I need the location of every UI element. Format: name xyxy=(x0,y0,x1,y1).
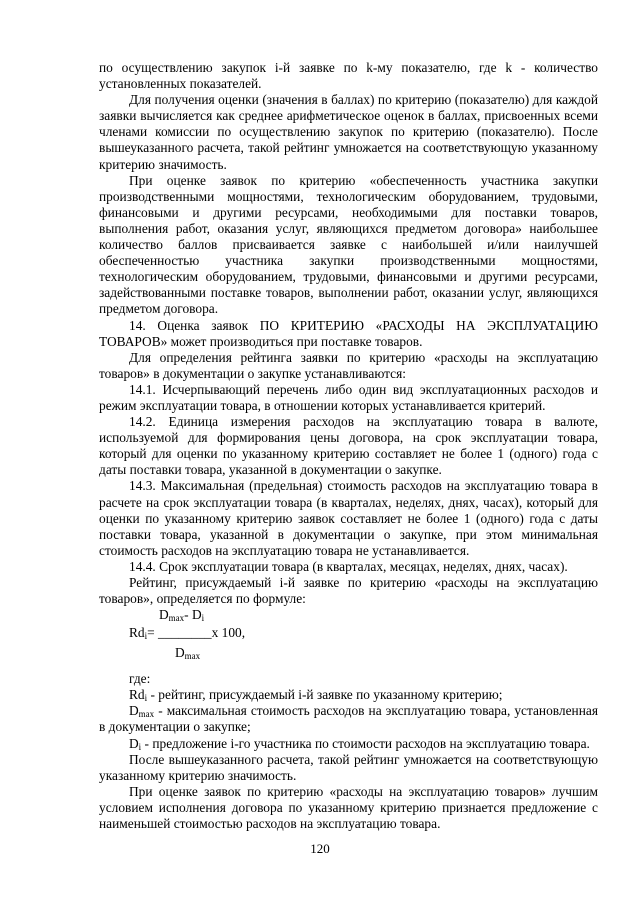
rating-formula xyxy=(99,607,598,671)
paragraph-section-14-heading: 14. Оценка заявок ПО КРИТЕРИЮ «РАСХОДЫ НА ЭКСПЛУАТАЦИЮ ТОВАРОВ» может производиться при поставке товаров. xyxy=(99,317,598,349)
paragraph-scoring-average: Для получения оценки (значения в баллах) по критерию (показателю) для каждой заявки вычисляется как среднее арифметическое оценок в баллах, присвоенных всеми членами комиссии по осуществлению закупок по критерию (показателю). После вышеуказанного расчета, такой рейтинг умножается на соответствующую указанному критерию значимость. xyxy=(99,92,598,172)
paragraph-14-4: 14.4. Срок эксплуатации товара (в кварталах, месяцах, неделях, днях, часах). xyxy=(129,558,568,574)
formula-denominator: $D_{max}$ xyxy=(175,645,201,662)
definition-dmax: $D_{max}$ - максимальная стоимость расходов на эксплуатацию товара, установленная в документации о закупке; xyxy=(99,703,598,735)
paragraph-multiply-significance: После вышеуказанного расчета, такой рейтинг умножается на соответствующую указанному критерию значимость. xyxy=(99,751,598,783)
paragraph-resources-criterion: При оценке заявок по критерию «обеспеченность участника закупки производственными мощностями, технологическим оборудованием, трудовыми, финансовыми и другими ресурсами, необходимыми для поставки товаров, выполнения работ, оказания услуг, являющихся предметом договора» наибольшее количество баллов присваивается заявке с наибольшей и/или наилучшей обеспеченностью участника закупки производственными мощностями, технологическим оборудованием, трудовыми, финансовыми и другими ресурсами, задействованными поставке товаров, выполнении работ, оказании услуг, являющихся предметом договора. xyxy=(99,172,598,317)
formula-lhs: $Rd_i=$ ________x 100, xyxy=(129,625,246,642)
page-body xyxy=(99,60,598,832)
definition-rd: $Rd_i$ - рейтинг, присуждаемый i-й заявке по указанному критерию; xyxy=(129,687,503,704)
paragraph-continuation: по осуществлению закупок i-й заявке по k-му показателю, где k - количество установленных показателей. xyxy=(99,60,598,92)
paragraph-formula-intro: Рейтинг, присуждаемый i-й заявке по критерию «расходы на эксплуатацию товаров», определяется по формуле: xyxy=(99,575,598,607)
paragraph-14-3: 14.3. Максимальная (предельная) стоимость расходов на эксплуатацию товара в расчете на срок эксплуатации товара (в кварталах, неделях, днях, часах), который для оценки по указанному критерию заявок составляет не более 1 (одного) года с даты поставки товара, указанной в документации о закупке, при этом минимальная стоимость расходов на эксплуатацию товара не устанавливается. xyxy=(99,478,598,558)
paragraph-best-condition: При оценке заявок по критерию «расходы на эксплуатацию товаров» лучшим условием исполнения договора по указанному критерию признается предложение с наименьшей стоимостью расходов на эксплуатацию товара. xyxy=(99,783,598,832)
paragraph-rating-determination: Для определения рейтинга заявки по критерию «расходы на эксплуатацию товаров» в документации о закупке устанавливаются: xyxy=(99,349,598,381)
paragraph-14-2: 14.2. Единица измерения расходов на эксплуатацию товара в валюте, используемой для формирования цены договора, на срок эксплуатации товара, который для оценки по указанному критерию составляет не более 1 (одного) года с даты поставки товара, указанной в документации о закупке. xyxy=(99,414,598,478)
definition-di: $D_i$ - предложение i-го участника по стоимости расходов на эксплуатацию товара. xyxy=(129,735,590,752)
page-number: 120 xyxy=(310,841,330,856)
paragraph-where: где: xyxy=(129,671,151,687)
formula-numerator: $D_{max}-$ $D_i$ xyxy=(159,607,205,624)
paragraph-14-1: 14.1. Исчерпывающий перечень либо один вид эксплуатационных расходов и режим эксплуатации товара, в отношении которых устанавливается критерий. xyxy=(99,381,598,413)
